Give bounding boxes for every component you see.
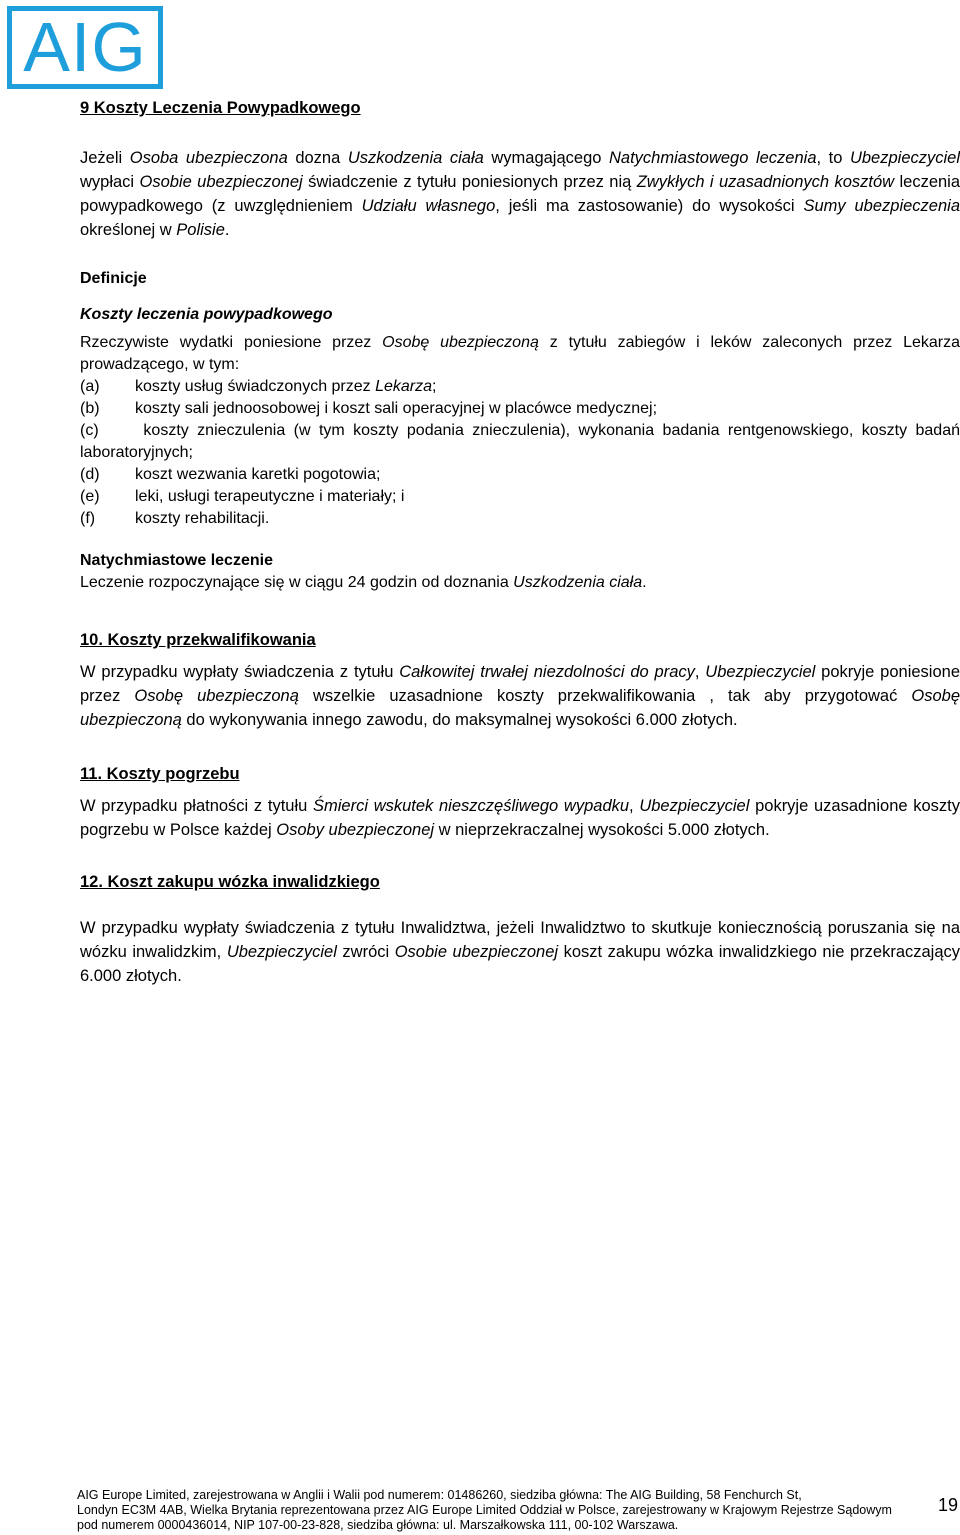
footer-line-1: AIG Europe Limited, zarejestrowana w Anglii i Walii pod numerem: 01486260, siedziba główna: The AIG Building, 58 Fenchurch St, <box>77 1488 802 1502</box>
text-run: , to <box>816 149 850 167</box>
text-run: , jeśli ma zastosowanie) do wysokości <box>495 197 804 215</box>
definition-item-text <box>135 376 960 398</box>
page-footer <box>77 1488 937 1533</box>
section-11-title: 11. Koszty pogrzebu <box>80 765 240 783</box>
italic-term: Osobę ubezpieczoną <box>134 687 299 705</box>
definition-item <box>80 376 960 398</box>
text-run: W przypadku wypłaty świadczenia z tytułu <box>80 663 400 681</box>
italic-term: Uszkodzenia ciała <box>513 574 643 591</box>
definition-item-label: (e) <box>80 488 100 505</box>
text-run: dozna <box>287 149 348 167</box>
definition-item <box>80 420 960 464</box>
text-run: W przypadku wypłaty świadczenia z tytułu Inwalidztwa, jeżeli Inwalidztwo to skutkuje koniecznością poruszania się na wózku inwalidzkim, <box>80 919 960 961</box>
italic-term: Osobę ubezpieczoną <box>382 334 539 351</box>
text-run: , <box>629 797 640 815</box>
text-run: koszty usług świadczonych przez <box>135 378 376 395</box>
text-run: koszty sali jednoosobowej i koszt sali operacyjnej w placówce medycznej; <box>135 400 658 417</box>
italic-term: Osobę ubezpieczoną <box>80 687 960 729</box>
italic-term: Śmierci wskutek nieszczęśliwego wypadku <box>313 797 630 815</box>
definitions-heading: Definicje <box>80 270 147 287</box>
aig-logo-text: AIG <box>23 8 147 86</box>
italic-term: Ubezpieczyciel <box>849 149 960 167</box>
definition-item-text <box>135 486 960 508</box>
definition-item-label: (f) <box>80 510 96 527</box>
italic-term: Polisie <box>176 221 225 239</box>
italic-term: Lekarza <box>375 378 433 395</box>
section-12-paragraph <box>80 916 960 988</box>
italic-term: Osobie ubezpieczonej <box>394 943 559 961</box>
definition-natychmiastowe-text <box>80 572 960 594</box>
definition-term-koszty-leczenia-text: Koszty leczenia powypadkowego <box>80 306 333 323</box>
definition-item-label: (a) <box>80 378 100 395</box>
footer-line-2: Londyn EC3M 4AB, Wielka Brytania reprezentowana przez AIG Europe Limited Oddział w Polsce, zarejestrowany w Krajowym Rejestrze Sądowym <box>77 1503 892 1517</box>
text-run: Rzeczywiste wydatki poniesione przez <box>80 334 383 351</box>
text-run: ; <box>432 378 437 395</box>
definition-term-koszty-leczenia <box>80 304 960 326</box>
text-run: świadczenie z tytułu poniesionych przez nią <box>302 173 637 191</box>
text-run: do wykonywania innego zawodu, do maksymalnej wysokości 6.000 złotych. <box>181 711 738 729</box>
definition-item-text <box>135 398 960 420</box>
definition-item <box>80 398 960 420</box>
text-run: leki, usługi terapeutyczne i materiały; i <box>135 488 405 505</box>
text-run: . <box>642 574 647 591</box>
definition-item-text <box>135 464 960 486</box>
definition-item-label: (c) <box>80 422 99 439</box>
text-run: wypłaci <box>80 173 140 191</box>
text-run: pokryje poniesione przez <box>80 663 960 705</box>
italic-term: Całkowitej trwałej niezdolności do pracy <box>399 663 695 681</box>
definition-items <box>80 376 960 530</box>
text-run: z tytułu zabiegów i leków zaleconych przez Lekarza prowadzącego, w tym: <box>80 334 960 373</box>
italic-term: Udziału własnego <box>361 197 496 215</box>
definition-intro <box>80 332 960 376</box>
text-run: określonej w <box>80 221 177 239</box>
italic-term: Osoby ubezpieczonej <box>276 821 435 839</box>
definition-item <box>80 464 960 486</box>
text-run: koszty znieczulenia (w tym koszty podania znieczulenia), wykonania badania rentgenowskiego, koszty badań laboratoryjnych; <box>80 422 960 461</box>
section-10-paragraph <box>80 660 960 732</box>
text-run: leczenia powypadkowego (z uwzględnieniem <box>80 173 960 215</box>
text-run: pokryje uzasadnione koszty pogrzebu w Polsce każdej <box>80 797 960 839</box>
section-9-title: 9 Koszty Leczenia Powypadkowego <box>80 99 361 117</box>
definitions-block <box>80 268 960 594</box>
text-run: . <box>224 221 230 239</box>
text-run: koszty rehabilitacji. <box>135 510 270 527</box>
text-run: wszelkie uzasadnione koszty przekwalifikowania , tak aby przygotować <box>298 687 912 705</box>
italic-term: Ubezpieczyciel <box>705 663 816 681</box>
text-run: w nieprzekraczalnej wysokości 5.000 złotych. <box>434 821 770 839</box>
text-run: koszt wezwania karetki pogotowia; <box>135 466 381 483</box>
section-11-paragraph <box>80 794 960 842</box>
aig-logo <box>7 6 163 89</box>
text-run: W przypadku płatności z tytułu <box>80 797 313 815</box>
text-run: koszt zakupu wózka inwalidzkiego nie przekraczający 6.000 złotych. <box>80 943 960 985</box>
italic-term: Sumy ubezpieczenia <box>803 197 960 215</box>
text-run: zwróci <box>336 943 395 961</box>
definition-term-natychmiastowe: Natychmiastowe leczenie <box>80 552 273 569</box>
italic-term: Ubezpieczyciel <box>226 943 337 961</box>
definition-item-text <box>80 422 960 461</box>
text-run: , <box>694 663 706 681</box>
definition-item-label: (b) <box>80 400 100 417</box>
definition-item-label: (d) <box>80 466 100 483</box>
definition-item <box>80 508 960 530</box>
definition-item-text <box>135 508 960 530</box>
footer-line-3: pod numerem 0000436014, NIP 107-00-23-828, siedziba główna: ul. Marszałkowska 111, 00-102 Warszawa. <box>77 1518 679 1532</box>
text-run: Jeżeli <box>80 149 130 167</box>
italic-term: Osobie ubezpieczonej <box>139 173 303 191</box>
document-body <box>80 96 960 988</box>
text-run: wymagającego <box>483 149 609 167</box>
italic-term: Uszkodzenia ciała <box>347 149 484 167</box>
page-number: 19 <box>938 1495 959 1515</box>
italic-term: Osoba ubezpieczona <box>129 149 288 167</box>
text-run: Leczenie rozpoczynające się w ciągu 24 godzin od doznania <box>80 574 514 591</box>
italic-term: Zwykłych i uzasadnionych kosztów <box>636 173 895 191</box>
section-10-title: 10. Koszty przekwalifikowania <box>80 631 316 649</box>
definition-item <box>80 486 960 508</box>
italic-term: Ubezpieczyciel <box>639 797 750 815</box>
section-9-paragraph <box>80 146 960 242</box>
section-12-title: 12. Koszt zakupu wózka inwalidzkiego <box>80 873 380 891</box>
italic-term: Natychmiastowego leczenia <box>609 149 817 167</box>
